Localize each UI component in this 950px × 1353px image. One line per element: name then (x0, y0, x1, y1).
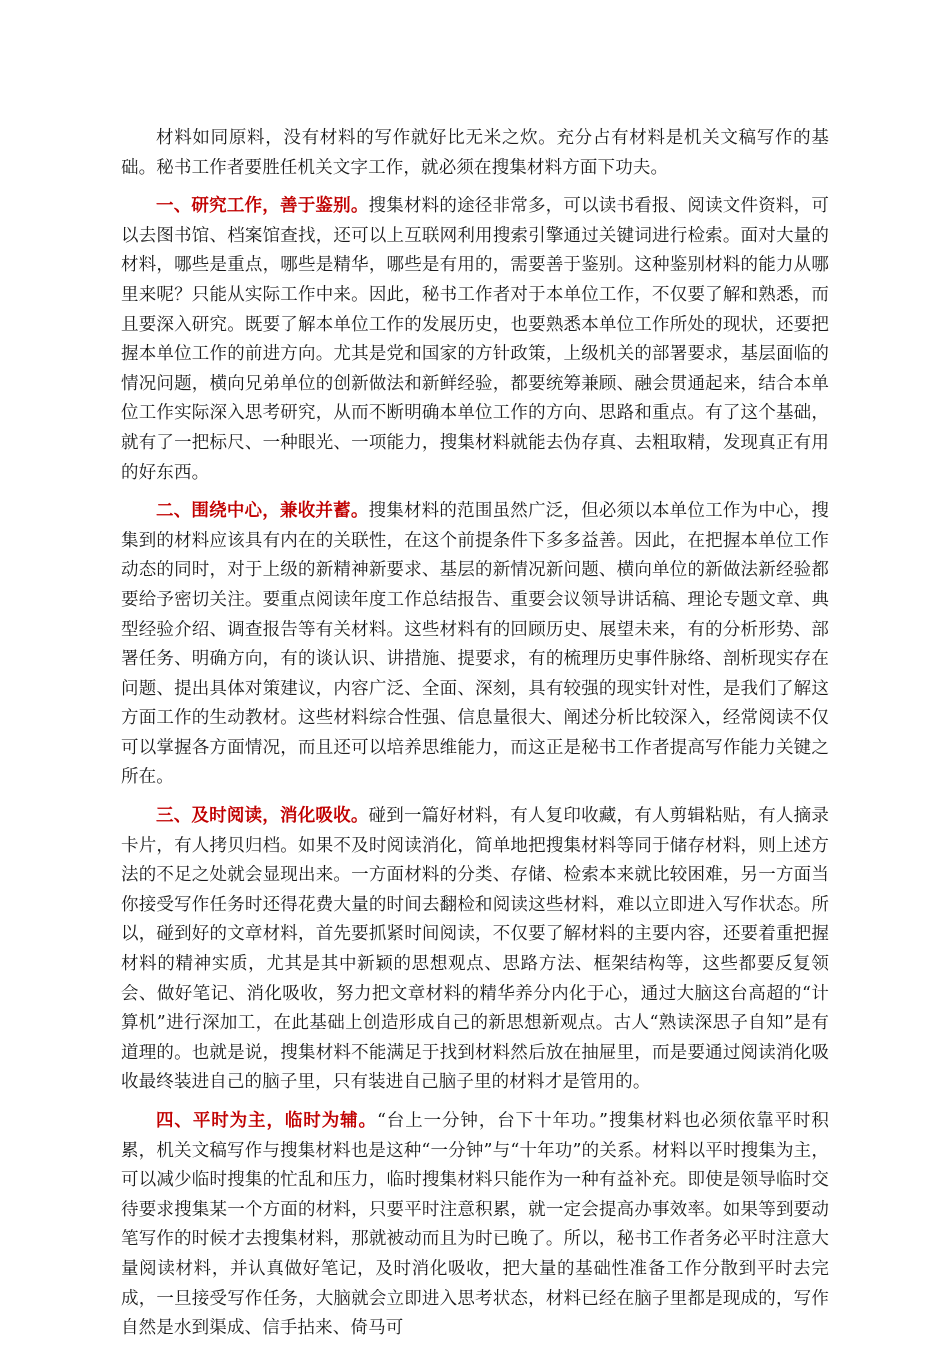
paragraph-text: 材料如同原料，没有材料的写作就好比无米之炊。充分占有材料是机关文稿写作的基础。秘书工作者要胜任机关文字工作，就必须在搜集材料方面下功夫。 (121, 128, 829, 178)
section-text-1: 搜集材料的途径非常多，可以读书看报、阅读文件资料，可以去图书馆、档案馆查找，还可以上互联网利用搜索引擎通过关键词进行检索。面对大量的材料，哪些是重点，哪些是精华，哪些是有用的，需要善于鉴别。这种鉴别材料的能力从哪里来呢？只能从实际工作中来。因此，秘书工作者对于本单位工作，不仅要了解和熟悉，而且要深入研究。既要了解本单位工作的发展历史，也要熟悉本单位工作所处的现状，还要把握本单位工作的前进方向。尤其是党和国家的方针政策，上级机关的部署要求，基层面临的情况问题，横向兄弟单位的创新做法和新鲜经验，都要统筹兼顾、融会贯通起来，结合本单位工作实际深入思考研究，从而不断明确本单位工作的方向、思路和重点。有了这个基础，就有了一把标尺、一种眼光、一项能力，搜集材料就能去伪存真、去粗取精，发现真正有用的好东西。 (121, 196, 829, 483)
section-paragraph-3 (121, 802, 829, 1098)
document-body (121, 124, 829, 1353)
intro-paragraph (121, 124, 829, 183)
section-paragraph-1 (121, 192, 829, 488)
section-heading-1: 一、研究工作，善于鉴别。 (156, 196, 369, 217)
section-heading-3: 三、及时阅读，消化吸收。 (156, 806, 369, 827)
section-heading-2: 二、围绕中心，兼收并蓄。 (156, 501, 369, 522)
section-heading-4: 四、平时为主，临时为辅。 (156, 1111, 377, 1131)
section-text-2: 搜集材料的范围虽然广泛，但必须以本单位工作为中心，搜集到的材料应该具有内在的关联性，在这个前提条件下多多益善。因此，在把握本单位工作动态的同时，对于上级的新精神新要求、基层的新情况新问题、横向单位的新做法新经验都要给予密切关注。要重点阅读年度工作总结报告、重要会议领导讲话稿、理论专题文章、典型经验介绍、调查报告等有关材料。这些材料有的回顾历史、展望未来，有的分析形势、部署任务、明确方向，有的谈认识、讲措施、提要求，有的梳理历史事件脉络、剖析现实存在问题、提出具体对策建议，内容广泛、全面、深刻，具有较强的现实针对性，是我们了解这方面工作的生动教材。这些材料综合性强、信息量很大、阐述分析比较深入，经常阅读不仅可以掌握各方面情况，而且还可以培养思维能力，而这正是秘书工作者提高写作能力关键之所在。 (121, 501, 829, 788)
section-paragraph-4 (121, 1107, 829, 1344)
section-text-3: 碰到一篇好材料，有人复印收藏，有人剪辑粘贴，有人摘录卡片，有人拷贝归档。如果不及时阅读消化，简单地把搜集材料等同于储存材料，则上述方法的不足之处就会显现出来。一方面材料的分类、存储、检索本来就比较困难，另一方面当你接受写作任务时还得花费大量的时间去翻检和阅读这些材料，难以立即进入写作状态。所以，碰到好的文章材料，首先要抓紧时间阅读，不仅要了解材料的主要内容，还要着重把握材料的精神实质，尤其是其中新颖的思想观点、思路方法、框架结构等，这些都要反复领会、做好笔记、消化吸收，努力把文章材料的精华养分内化于心，通过大脑这台高超的“计算机”进行深加工，在此基础上创造形成自己的新思想新观点。古人“熟读深思子自知”是有道理的。也就是说，搜集材料不能满足于找到材料然后放在抽屉里，而是要通过阅读消化吸收最终装进自己的脑子里，只有装进自己脑子里的材料才是管用的。 (121, 806, 829, 1093)
section-paragraph-2 (121, 497, 829, 793)
section-text-4: “台上一分钟，台下十年功。”搜集材料也必须依靠平时积累，机关文稿写作与搜集材料也是这种“一分钟”与“十年功”的关系。材料以平时搜集为主，可以减少临时搜集的忙乱和压力，临时搜集材料只能作为一种有益补充。即使是领导临时交待要求搜集某一个方面的材料，只要平时注意积累，就一定会提高办事效率。如果等到要动笔写作的时候才去搜集材料，那就被动而且为时已晚了。所以，秘书工作者务必平时注意大量阅读材料，并认真做好笔记，及时消化吸收，把大量的基础性准备工作分散到平时去完成，一旦接受写作任务，大脑就会立即进入思考状态，材料已经在脑子里都是现成的，写作自然是水到渠成、信手拈来、倚马可 (121, 1111, 829, 1339)
